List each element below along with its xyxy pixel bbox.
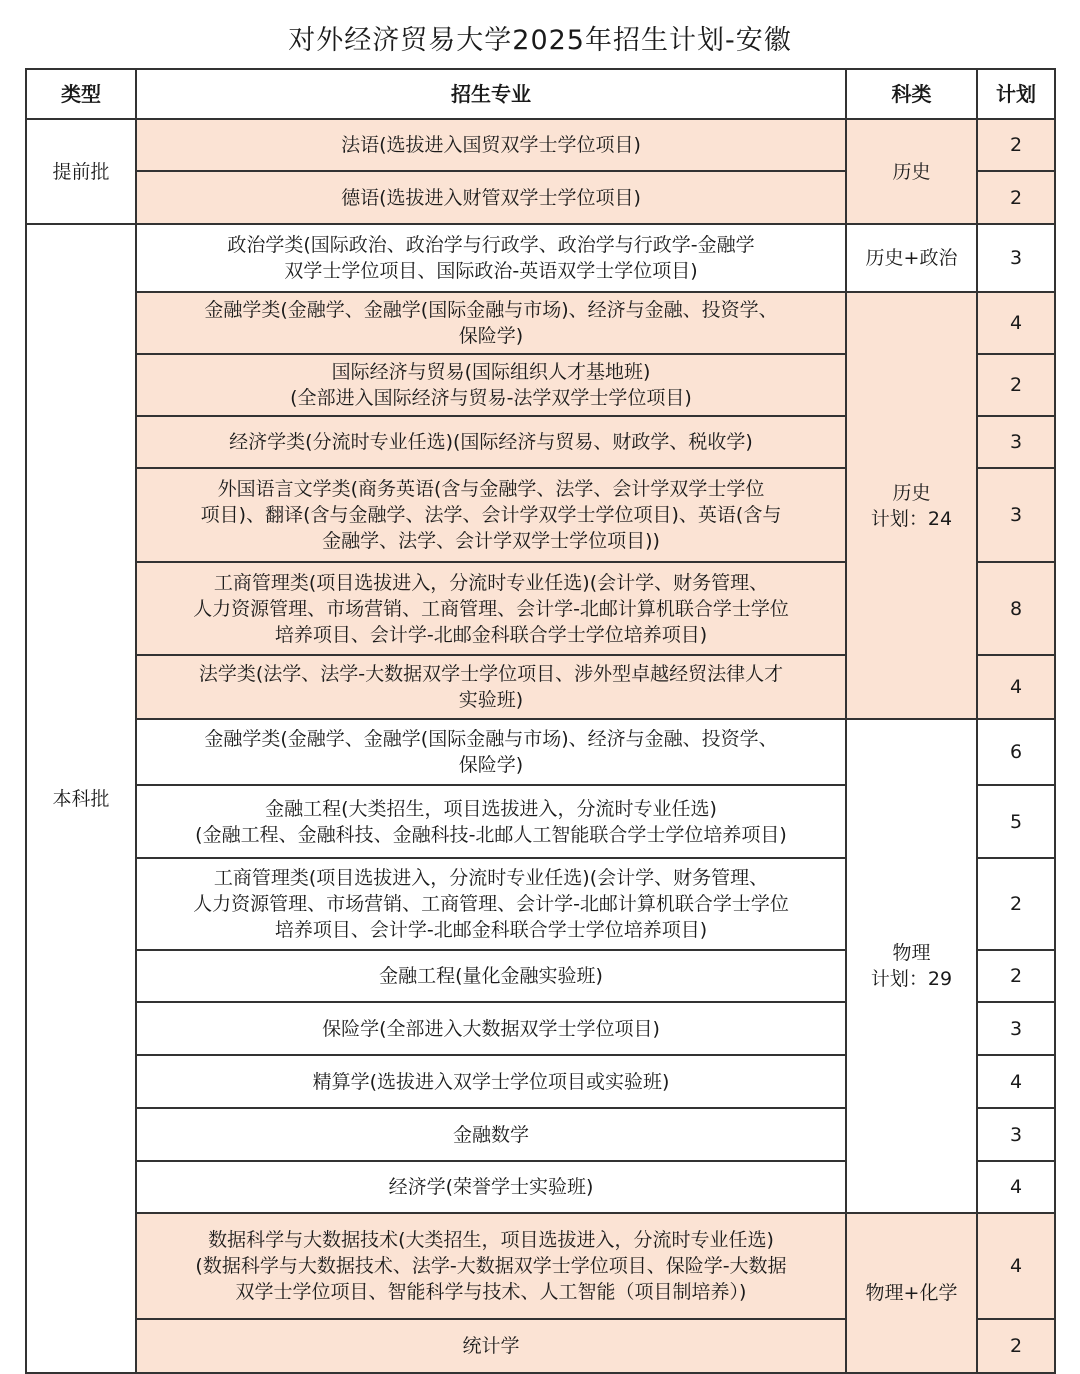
group-regular: 本科批 [26, 224, 136, 1373]
major-cell: 金融学类(金融学、金融学(国际金融与市场)、经济与金融、投资学、 保险学) [136, 292, 846, 354]
plan-cell: 2 [977, 858, 1055, 950]
major-cell: 金融工程(量化金融实验班) [136, 950, 846, 1002]
plan-cell: 3 [977, 1108, 1055, 1161]
table-row [26, 292, 1055, 354]
major-cell: 保险学(全部进入大数据双学士学位项目) [136, 1002, 846, 1055]
plan-cell: 3 [977, 1002, 1055, 1055]
major-cell: 经济学类(分流时专业任选)(国际经济与贸易、财政学、税收学) [136, 416, 846, 468]
major-cell: 经济学(荣誉学士实验班) [136, 1161, 846, 1213]
table-row [26, 119, 1055, 171]
enrollment-plan-table [25, 68, 1056, 1374]
major-cell: 统计学 [136, 1319, 846, 1373]
major-cell: 德语(选拔进入财管双学士学位项目) [136, 171, 846, 224]
plan-cell: 4 [977, 292, 1055, 354]
plan-cell: 2 [977, 354, 1055, 416]
plan-cell: 3 [977, 416, 1055, 468]
subject-physics-chemistry: 物理+化学 [846, 1213, 977, 1373]
plan-cell: 4 [977, 655, 1055, 719]
plan-cell: 6 [977, 719, 1055, 785]
major-cell: 国际经济与贸易(国际组织人才基地班) (全部进入国际经济与贸易-法学双学士学位项目) [136, 354, 846, 416]
major-cell: 数据科学与大数据技术(大类招生，项目选拔进入，分流时专业任选) (数据科学与大数据技术、法学-大数据双学士学位项目、保险学-大数据 双学士学位项目、智能科学与技术、人工智能（项目制培养）) [136, 1213, 846, 1319]
major-cell: 工商管理类(项目选拔进入，分流时专业任选)(会计学、财务管理、 人力资源管理、市场营销、工商管理、会计学-北邮计算机联合学士学位 培养项目、会计学-北邮金科联合学士学位培养项目) [136, 562, 846, 655]
plan-cell: 3 [977, 224, 1055, 292]
header-major: 招生专业 [136, 69, 846, 119]
subject-physics: 物理 计划：29 [846, 719, 977, 1213]
subject-history: 历史 计划：24 [846, 292, 977, 719]
plan-cell: 2 [977, 119, 1055, 171]
page-title: 对外经济贸易大学2025年招生计划-安徽 [288, 25, 792, 56]
major-cell: 工商管理类(项目选拔进入，分流时专业任选)(会计学、财务管理、 人力资源管理、市场营销、工商管理、会计学-北邮计算机联合学士学位 培养项目、会计学-北邮金科联合学士学位培养项目) [136, 858, 846, 950]
major-cell: 金融工程(大类招生，项目选拔进入，分流时专业任选) (金融工程、金融科技、金融科技-北邮人工智能联合学士学位培养项目) [136, 785, 846, 858]
plan-cell: 2 [977, 1319, 1055, 1373]
plan-cell: 8 [977, 562, 1055, 655]
major-cell: 政治学类(国际政治、政治学与行政学、政治学与行政学-金融学 双学士学位项目、国际政治-英语双学士学位项目) [136, 224, 846, 292]
header-plan: 计划 [977, 69, 1055, 119]
plan-cell: 5 [977, 785, 1055, 858]
major-cell: 精算学(选拔进入双学士学位项目或实验班) [136, 1055, 846, 1108]
major-cell: 金融数学 [136, 1108, 846, 1161]
table-row [26, 1213, 1055, 1319]
plan-cell: 4 [977, 1055, 1055, 1108]
plan-cell: 4 [977, 1161, 1055, 1213]
group-early: 提前批 [26, 119, 136, 224]
major-cell: 金融学类(金融学、金融学(国际金融与市场)、经济与金融、投资学、 保险学) [136, 719, 846, 785]
major-cell: 法语(选拔进入国贸双学士学位项目) [136, 119, 846, 171]
table-row [26, 224, 1055, 292]
plan-cell: 4 [977, 1213, 1055, 1319]
table-header-row [26, 69, 1055, 119]
table-row [26, 719, 1055, 785]
subject-history-politics: 历史+政治 [846, 224, 977, 292]
plan-cell: 2 [977, 950, 1055, 1002]
header-subject: 科类 [846, 69, 977, 119]
header-type: 类型 [26, 69, 136, 119]
plan-cell: 2 [977, 171, 1055, 224]
plan-cell: 3 [977, 468, 1055, 562]
major-cell: 法学类(法学、法学-大数据双学士学位项目、涉外型卓越经贸法律人才 实验班) [136, 655, 846, 719]
major-cell: 外国语言文学类(商务英语(含与金融学、法学、会计学双学士学位 项目)、翻译(含与金融学、法学、会计学双学士学位项目)、英语(含与 金融学、法学、会计学双学士学位项目)) [136, 468, 846, 562]
subject-early-history: 历史 [846, 119, 977, 224]
